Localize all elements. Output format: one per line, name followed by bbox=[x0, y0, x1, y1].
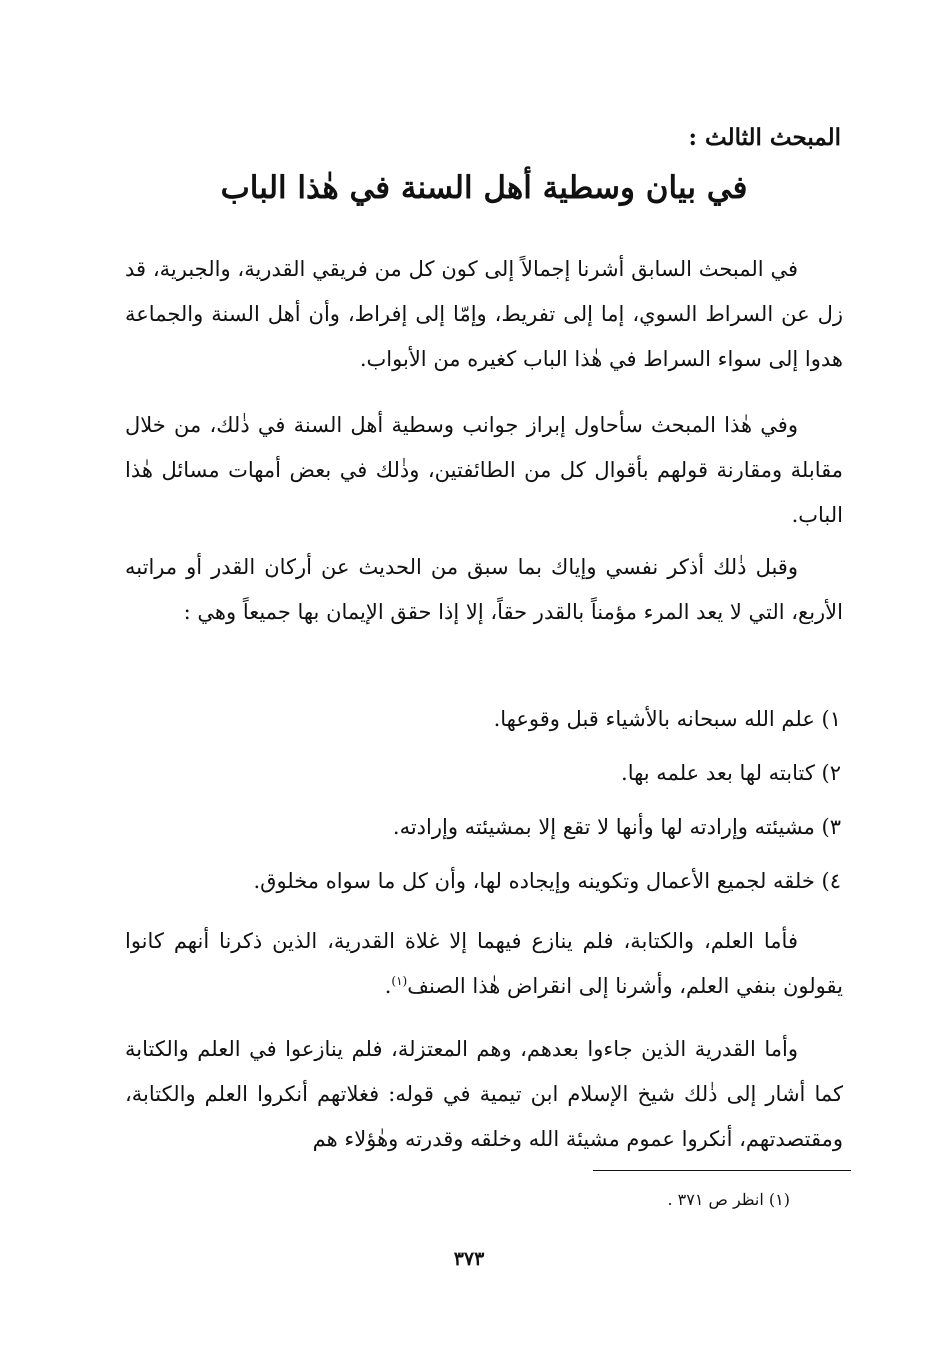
paragraph: وأما القدرية الذين جاءوا بعدهم، وهم المعتزلة، فلم ينازعوا في العلم والكتابة كما أشار إلى ذٰلك شيخ الإسلام ابن تيمية في قوله: فغلاتهم أنكروا العلم والكتابة، ومقتصدتهم، أنكروا عموم مشيئة الله وخلقه وقدرته وهٰؤلاء هم bbox=[125, 1037, 843, 1151]
paragraph bbox=[125, 919, 843, 1009]
qadar-pillars-list bbox=[125, 692, 841, 908]
list-item: ٤) خلقه لجميع الأعمال وتكوينه وإيجاده لها، وأن كل ما سواه مخلوق. bbox=[253, 869, 841, 893]
footnote-reference[interactable]: (١) bbox=[391, 974, 408, 988]
paragraph: في المبحث السابق أشرنا إجمالاً إلى كون كل من فريقي القدرية، والجبرية، قد زل عن السراط السوي، إما إلى تفريط، وإمّا إلى إفراط، وأن أهل السنة والجماعة هدوا إلى سواء السراط في هٰذا الباب كغيره من الأبواب. bbox=[125, 257, 843, 371]
list-item: ٢) كتابته لها بعد علمه بها. bbox=[621, 761, 841, 785]
section-label: المبحث الثالث : bbox=[688, 124, 841, 151]
list-item: ١) علم الله سبحانه بالأشياء قبل وقوعها. bbox=[493, 707, 841, 731]
footnote: (١) انظر ص ٣٧١ . bbox=[667, 1190, 790, 1209]
paragraph-text: فأما العلم، والكتابة، فلم ينازع فيهما إلا غلاة القدرية، الذين ذكرنا أنهم كانوا يقولون بنفي العلم، وأشرنا إلى انقراض هٰذا الصنف bbox=[125, 929, 843, 998]
footnote-divider bbox=[593, 1170, 851, 1171]
paragraph: وقبل ذٰلك أذكر نفسي وإياك بما سبق من الحديث عن أركان القدر أو مراتبه الأربع، التي لا يعد المرء مؤمناً بالقدر حقاً، إلا إذا حقق الإيمان بها جميعاً وهي : bbox=[125, 555, 843, 624]
page-heading: في بيان وسطية أهل السنة في هٰذا الباب bbox=[220, 170, 748, 206]
paragraph: وفي هٰذا المبحث سأحاول إبراز جوانب وسطية أهل السنة في ذٰلك، من خلال مقابلة ومقارنة قولهم بأقوال كل من الطائفتين، وذٰلك في بعض أمهات مسائل هٰذا الباب. bbox=[125, 413, 843, 527]
page-number: ٣٧٣ bbox=[453, 1248, 485, 1270]
paragraph-end: . bbox=[384, 974, 392, 998]
list-item: ٣) مشيئته وإرادته لها وأنها لا تقع إلا بمشيئته وإرادته. bbox=[392, 815, 841, 839]
